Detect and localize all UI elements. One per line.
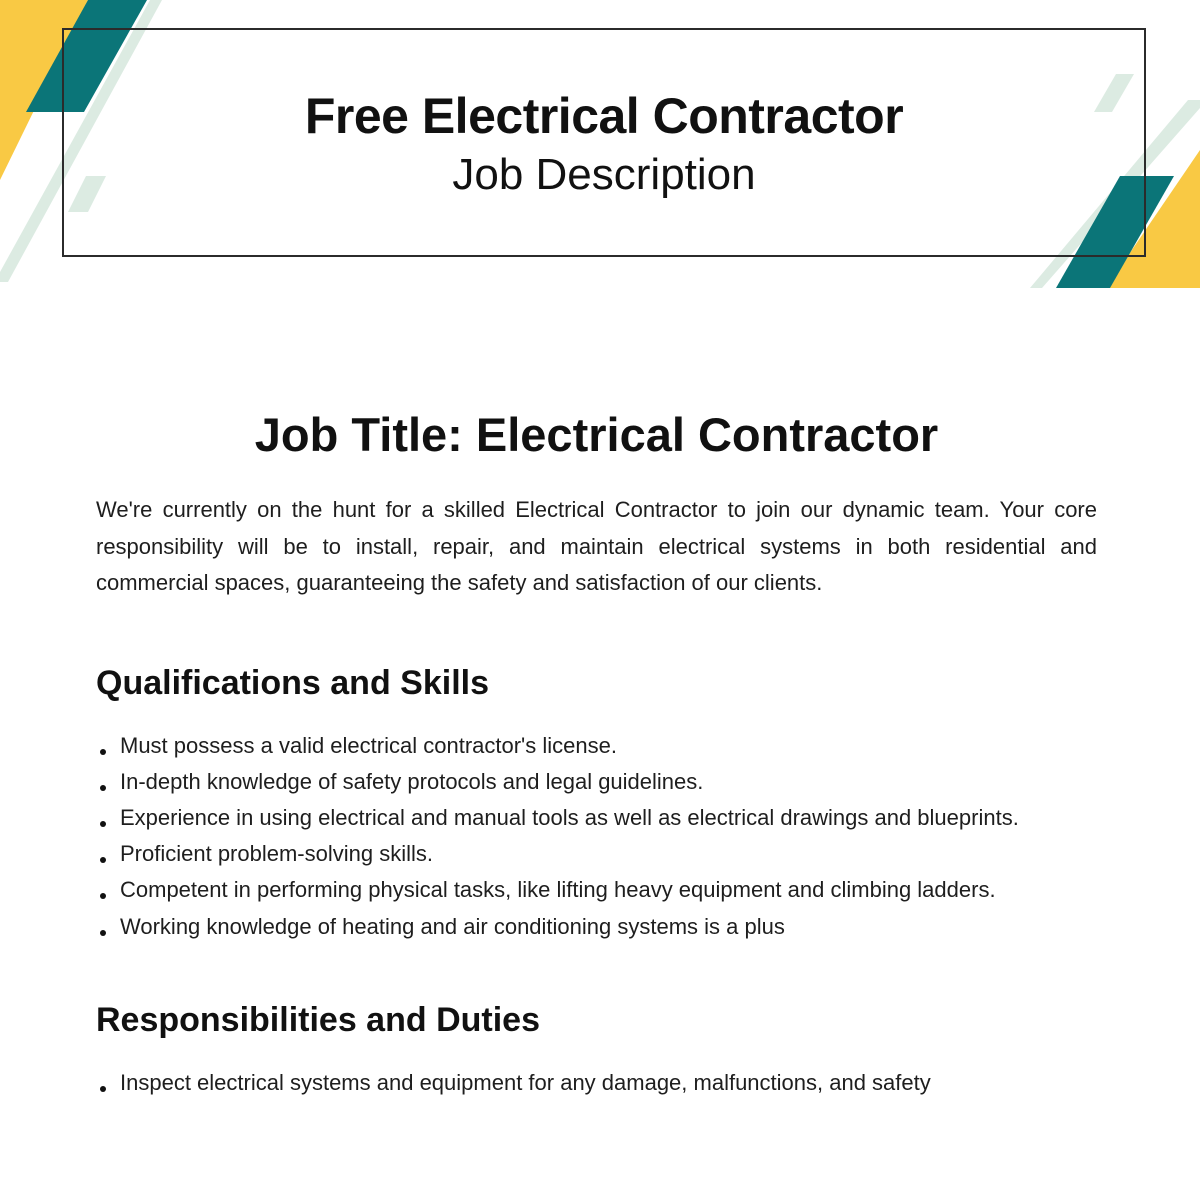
list-item [96,836,1073,872]
bullet-dot-icon [100,893,106,899]
list-item-text: Must possess a valid electrical contractor's license. [120,732,617,758]
document-body [96,404,1097,1101]
list-item-text: Proficient problem-solving skills. [120,841,433,867]
bullet-dot-icon [100,930,106,936]
bullet-dot-icon [100,821,106,827]
list-item-text: Experience in using electrical and manual tools as well as electrical drawings and blueprints. [120,804,1019,830]
document-title: Free Electrical Contractor [304,88,904,144]
bullet-dot-icon [100,749,106,755]
qualifications-list [96,728,1073,945]
list-item-text: Competent in performing physical tasks, like lifting heavy equipment and climbing ladders. [120,877,996,903]
list-item [96,1065,1073,1101]
list-item [96,872,1073,908]
list-item-text: In-depth knowledge of safety protocols and legal guidelines. [120,768,704,794]
intro-paragraph: We're currently on the hunt for a skilled Electrical Contractor to join our dynamic team. Your core responsibility will be to install, repair, and maintain electrical systems in both residential and commercial spaces, guaranteeing the safety and satisfaction of our clients. [96,497,1097,595]
list-item [96,764,1073,800]
list-item [96,800,1073,836]
header-box [62,28,1146,257]
document-subtitle: Job Description [452,150,756,199]
bullet-dot-icon [100,785,106,791]
job-title: Job Title: Electrical Contractor [254,408,939,461]
list-item-text: Working knowledge of heating and air conditioning systems is a plus [120,913,785,939]
list-item [96,728,1073,764]
qualifications-heading: Qualifications and Skills [96,663,489,702]
list-item-text: Inspect electrical systems and equipment for any damage, malfunctions, and safety [120,1069,931,1095]
responsibilities-heading: Responsibilities and Duties [96,1000,540,1039]
responsibilities-list [96,1065,1073,1101]
list-item [96,909,1073,945]
bullet-dot-icon [100,1086,106,1092]
bullet-dot-icon [100,857,106,863]
